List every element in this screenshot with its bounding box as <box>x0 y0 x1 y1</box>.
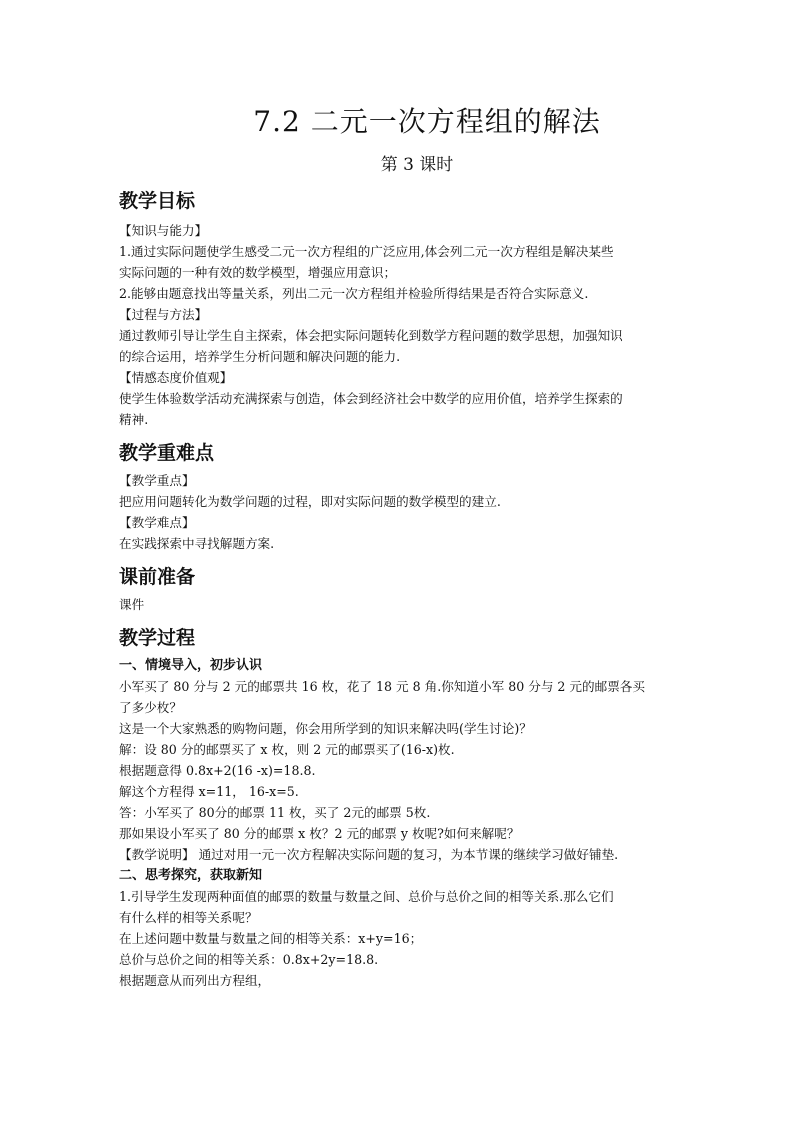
knowledge-line-1: 1.通过实际问题使学生感受二元一次方程组的广泛应用,体会列二元一次方程组是解决某些 <box>119 244 614 259</box>
part2-line-3: 总价与总价之间的相等关系：0.8x+2y=18.8. <box>119 952 379 967</box>
difficulty-text: 在实践探索中寻找解题方案. <box>119 536 275 551</box>
part1-line-5: 解这个方程得 x=11， 16-x=5. <box>119 784 299 799</box>
key-text: 把应用问题转化为数学问题的过程，即对实际问题的数学模型的建立. <box>119 494 501 509</box>
part1-line-6: 答：小军买了 80分的邮票 11 枚，买了 2元的邮票 5枚. <box>119 805 431 820</box>
part1-line-1a: 小军买了 80 分与 2 元的邮票共 16 枚，花了 18 元 8 角.你知道小军 80 分与 2 元的邮票各买 <box>119 679 645 694</box>
section-heading-goals: 教学目标 <box>119 190 196 212</box>
section-heading-process: 教学过程 <box>119 627 196 649</box>
part1-title: 一、情境导入，初步认识 <box>119 658 263 673</box>
process-line-1b: 的综合运用，培养学生分析问题和解决问题的能力. <box>119 349 401 364</box>
emotion-line-1b: 精神. <box>119 412 149 427</box>
emotion-label: 【情感态度价值观】 <box>119 370 233 385</box>
difficulty-label: 【教学难点】 <box>119 515 195 530</box>
section-heading-focus: 教学重难点 <box>119 442 215 464</box>
part2-line-1a: 1.引导学生发现两种面值的邮票的数量与数量之间、总价与总价之间的相等关系.那么它们 <box>119 889 614 904</box>
document-body <box>119 188 679 991</box>
part2-line-1b: 有什么样的相等关系呢？ <box>119 910 258 925</box>
knowledge-label: 【知识与能力】 <box>119 223 208 238</box>
page-subtitle: 第 3 课时 <box>380 155 454 175</box>
part1-line-4: 根据题意得 0.8x+2(16 -x)=18.8. <box>119 763 316 778</box>
knowledge-line-1b: 实际问题的一种有效的数学模型，增强应用意识； <box>119 265 397 280</box>
page-title: 7.2 二元一次方程组的解法 <box>253 105 601 138</box>
part1-line-2: 这是一个大家熟悉的购物问题，你会用所学到的知识来解决吗(学生讨论)？ <box>119 721 532 736</box>
part1-line-8: 【教学说明】 通过对用一元一次方程解决实际问题的复习，为本节课的继续学习做好铺垫. <box>119 847 619 862</box>
key-label: 【教学重点】 <box>119 473 195 488</box>
part2-title: 二、思考探究，获取新知 <box>119 868 263 883</box>
knowledge-line-2: 2.能够由题意找出等量关系，列出二元一次方程组并检验所得结果是否符合实际意义. <box>119 286 589 301</box>
emotion-line-1: 使学生体验数学活动充满探索与创造，体会到经济社会中数学的应用价值，培养学生探索的 <box>119 391 623 406</box>
process-label: 【过程与方法】 <box>119 307 208 322</box>
part1-line-7: 那如果设小军买了 80 分的邮票 x 枚？2 元的邮票 y 枚呢?如何来解呢？ <box>119 826 520 841</box>
part2-line-4: 根据题意从而列出方程组， <box>119 973 271 988</box>
part1-line-1b: 了多少枚？ <box>119 700 182 715</box>
section-heading-prep: 课前准备 <box>119 566 196 588</box>
part2-line-2: 在上述问题中数量与数量之间的相等关系：x+y=16； <box>119 931 423 946</box>
prep-text: 课件 <box>119 597 145 612</box>
part1-line-3: 解：设 80 分的邮票买了 x 枚，则 2 元的邮票买了(16-x)枚. <box>119 742 455 757</box>
process-line-1: 通过教师引导让学生自主探索，体会把实际问题转化到数学方程问题的数学思想，加强知识 <box>119 328 623 343</box>
